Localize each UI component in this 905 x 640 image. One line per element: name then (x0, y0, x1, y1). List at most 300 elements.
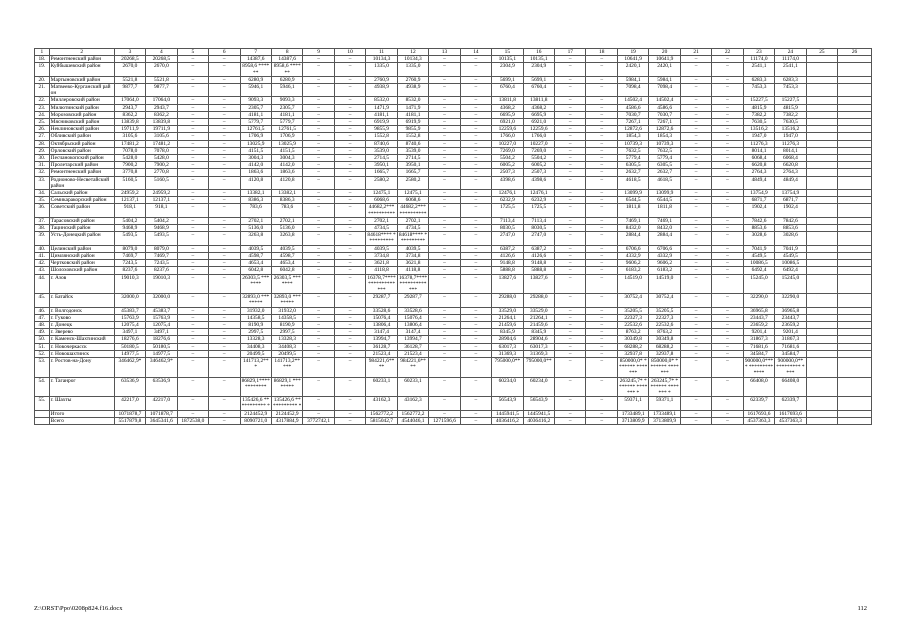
value-cell: 31369,3 (523, 350, 554, 357)
value-cell: 23659,2 (743, 321, 774, 328)
value-cell: – (429, 307, 460, 314)
header-cell: 4 (146, 49, 177, 56)
value-cell: 2541,1 (775, 63, 806, 76)
value-cell: – (303, 63, 334, 76)
value-cell (806, 343, 837, 350)
table-row (35, 217, 872, 224)
value-cell: – (680, 343, 711, 350)
value-cell: 12075,4 (146, 321, 177, 328)
value-cell: – (209, 357, 240, 377)
district-name: Шолоховский район (49, 267, 114, 274)
row-number: 28. (35, 140, 50, 147)
value-cell: – (555, 104, 586, 111)
value-cell: – (209, 350, 240, 357)
value-cell: 34584,7 (775, 350, 806, 357)
value-cell: 8386,3 (240, 197, 271, 204)
district-name: г. Новошахтинск (49, 350, 114, 357)
value-cell: 15076,4 (366, 314, 397, 321)
table-row (35, 329, 872, 336)
value-cell: – (177, 225, 208, 232)
value-cell: 5699,1 (492, 76, 523, 83)
value-cell: 4368,2 (492, 104, 523, 111)
value-cell: – (334, 397, 365, 410)
value-cell: – (680, 197, 711, 204)
value-cell: 5984,1 (649, 76, 680, 83)
value-cell: – (334, 190, 365, 197)
value-cell: – (555, 321, 586, 328)
district-name: Родионово-Несветайский район (49, 176, 114, 189)
row-number: 35. (35, 197, 50, 204)
value-cell: 4618,5 (649, 176, 680, 189)
value-cell: – (177, 155, 208, 162)
value-cell (806, 63, 837, 76)
value-cell: – (303, 169, 334, 176)
value-cell: – (303, 397, 334, 410)
value-cell: 19711,9 (114, 126, 145, 133)
value-cell: – (555, 56, 586, 63)
value-cell: 7469,7 (146, 252, 177, 259)
value-cell: 18276,6 (146, 336, 177, 343)
value-cell: 12259,6 (492, 126, 523, 133)
table-row (35, 133, 872, 140)
value-cell: 7842,6 (775, 217, 806, 224)
value-cell: 31932,0 (240, 307, 271, 314)
value-cell: 3950,1 (366, 162, 397, 169)
value-cell: 14519,0 (617, 274, 648, 294)
value-cell: – (586, 76, 617, 83)
value-cell: – (429, 377, 460, 397)
value-cell: 3263,8 (240, 232, 271, 245)
value-cell (806, 162, 837, 169)
value-cell: – (586, 329, 617, 336)
value-cell: 2997,5 (271, 329, 302, 336)
value-cell: 13516,2 (743, 126, 774, 133)
value-cell: 68288,2 (649, 343, 680, 350)
value-cell: – (177, 245, 208, 252)
value-cell: 8014,1 (775, 147, 806, 154)
header-cell: 25 (806, 49, 837, 56)
value-cell: – (712, 190, 743, 197)
value-cell: – (177, 314, 208, 321)
value-cell: – (334, 350, 365, 357)
table-row (35, 252, 872, 259)
table-row (35, 76, 872, 83)
value-cell (806, 274, 837, 294)
value-cell: 16378,7**** ********** *** (398, 274, 428, 293)
value-cell: – (429, 357, 460, 377)
value-cell: – (460, 147, 491, 154)
value-cell: – (586, 126, 617, 133)
value-cell: – (334, 63, 365, 76)
value-cell: 7382,2 (775, 111, 806, 118)
value-cell (806, 155, 837, 162)
value-cell: – (303, 267, 334, 274)
value-cell: 4181,1 (271, 111, 302, 118)
value-cell: 5517879,8 (114, 417, 145, 424)
value-cell: – (555, 260, 586, 267)
value-cell: 795000,0** (523, 357, 554, 377)
value-cell: – (712, 155, 743, 162)
value-cell: 29288,0 (492, 294, 523, 307)
value-cell: 26303,5 ******* (271, 274, 302, 294)
value-cell: – (334, 155, 365, 162)
value-cell: 50180,5 (146, 343, 177, 350)
value-cell: 9093,3 (240, 97, 271, 104)
value-cell: – (680, 56, 711, 63)
value-cell: 3028,6 (743, 232, 774, 245)
value-cell: 4120,8 (240, 176, 271, 189)
value-cell: 6695,9 (523, 111, 554, 118)
header-cell: 5 (177, 49, 208, 56)
value-cell: 8079,0 (146, 245, 177, 252)
value-cell (838, 225, 872, 232)
header-cell: 24 (775, 49, 806, 56)
table-row (35, 397, 872, 410)
value-cell: 4181,1 (240, 111, 271, 118)
value-cell: – (460, 63, 491, 76)
value-cell: 32290,0 (743, 294, 774, 307)
value-cell: 4332,9 (649, 252, 680, 259)
value-cell: 12872,6 (649, 126, 680, 133)
value-cell: 3713809,9 (617, 417, 648, 424)
value-cell: – (334, 162, 365, 169)
value-cell (838, 350, 872, 357)
value-cell: 24959,2 (146, 190, 177, 197)
value-cell: 68288,2 (617, 343, 648, 350)
value-cell: – (680, 294, 711, 307)
value-cell: 6005,2 (523, 162, 554, 169)
value-cell: 20499,5 (240, 350, 271, 357)
value-cell: – (429, 232, 460, 245)
value-cell (806, 357, 837, 377)
value-cell: 3147,4 (397, 329, 428, 336)
value-cell: 346462,9* (146, 357, 177, 377)
value-cell (806, 169, 837, 176)
value-cell: 10739,3 (617, 140, 648, 147)
value-cell (806, 260, 837, 267)
value-cell: 59371,1 (617, 397, 648, 410)
value-cell (806, 204, 837, 217)
value-cell: – (586, 336, 617, 343)
value-cell: – (555, 197, 586, 204)
value-cell: 33529,0 (492, 307, 523, 314)
value-cell: 34584,7 (743, 350, 774, 357)
value-cell: – (460, 56, 491, 63)
value-cell: – (177, 274, 208, 294)
value-cell: 6068,6 (366, 197, 397, 204)
value-cell: – (680, 133, 711, 140)
value-cell: – (334, 147, 365, 154)
value-cell (806, 56, 837, 63)
district-name: Сальский район (49, 190, 114, 197)
value-cell: 17064,0 (146, 97, 177, 104)
value-cell: – (680, 147, 711, 154)
value-cell: – (334, 377, 365, 397)
value-cell: 2702,1 (397, 217, 428, 224)
value-cell (806, 350, 837, 357)
value-cell: – (303, 232, 334, 245)
value-cell: – (209, 417, 240, 424)
value-cell: 21459,6 (523, 321, 554, 328)
value-cell: – (429, 169, 460, 176)
value-cell: – (586, 314, 617, 321)
value-cell: 3147,4 (366, 329, 397, 336)
value-cell: 3497,1 (146, 329, 177, 336)
value-cell: – (712, 410, 743, 417)
value-cell (838, 357, 872, 377)
value-cell: – (555, 314, 586, 321)
value-cell: 9468,9 (146, 225, 177, 232)
value-cell: 4151,5 (240, 147, 271, 154)
value-cell: 30752,4 (617, 294, 648, 307)
value-cell: 5521,8 (114, 76, 145, 83)
value-cell: 20268,5 (146, 56, 177, 63)
value-cell: – (555, 190, 586, 197)
value-cell: – (712, 294, 743, 307)
value-cell: 14358,5 (240, 314, 271, 321)
value-cell (806, 76, 837, 83)
value-cell: – (460, 76, 491, 83)
value-cell: 4815,9 (743, 104, 774, 111)
value-cell: 12761,5 (271, 126, 302, 133)
value-cell: – (555, 357, 586, 377)
value-cell: 2702,1 (271, 217, 302, 224)
value-cell: 6695,9 (492, 111, 523, 118)
value-cell: – (712, 104, 743, 111)
value-cell: 1766,0 (523, 133, 554, 140)
value-cell: – (209, 84, 240, 97)
value-cell: – (303, 225, 334, 232)
value-cell: 1617693,6 (743, 410, 774, 417)
value-cell: – (303, 294, 334, 307)
value-cell: 6620,8 (775, 162, 806, 169)
value-cell: – (680, 126, 711, 133)
row-number: 38. (35, 225, 50, 232)
value-cell: – (209, 147, 240, 154)
row-number: 54. (35, 377, 50, 397)
value-cell: – (303, 190, 334, 197)
value-cell: 15245,0 (775, 274, 806, 294)
value-cell: 6871,7 (743, 197, 774, 204)
value-cell: – (586, 97, 617, 104)
value-cell (806, 397, 837, 410)
value-cell: 141713,2** *** (271, 357, 302, 377)
value-cell: 1725,5 (492, 204, 523, 217)
value-cell (806, 232, 837, 245)
value-cell (806, 104, 837, 111)
value-cell: 3621,8 (366, 260, 397, 267)
value-cell: 1665,7 (397, 169, 428, 176)
value-cell: 6042,8 (240, 267, 271, 274)
value-cell (838, 76, 872, 83)
value-cell: 3621,8 (397, 260, 428, 267)
district-name: Итого (49, 410, 114, 417)
value-cell: 4317884,9 (271, 417, 302, 424)
value-cell: – (429, 197, 460, 204)
value-cell: 8190,9 (271, 321, 302, 328)
value-cell: – (555, 343, 586, 350)
value-cell: 6042,8 (271, 267, 302, 274)
value-cell: 3713809,9 (649, 417, 680, 424)
value-cell: – (303, 111, 334, 118)
district-name: Чертковский район (49, 260, 114, 267)
value-cell: – (429, 329, 460, 336)
value-cell: 3105,6 (114, 133, 145, 140)
value-cell: – (460, 162, 491, 169)
value-cell: – (429, 155, 460, 162)
value-cell: 2714,5 (366, 155, 397, 162)
value-cell: – (586, 232, 617, 245)
value-cell: 2305,7 (271, 104, 302, 111)
value-cell: – (555, 147, 586, 154)
value-cell: 34408,3 (240, 343, 271, 350)
table-row (35, 307, 872, 314)
value-cell: 1725,5 (523, 204, 554, 217)
district-name: Матвеево-Курганский район (49, 84, 114, 97)
value-cell: – (303, 119, 334, 126)
value-cell: – (586, 274, 617, 294)
value-cell: – (555, 119, 586, 126)
value-cell: 3539,0 (366, 147, 397, 154)
value-cell: – (586, 190, 617, 197)
value-cell: 13516,2 (775, 126, 806, 133)
value-cell: – (177, 84, 208, 97)
value-cell: 36965,8 (743, 307, 774, 314)
value-cell: 14977,5 (146, 350, 177, 357)
value-cell (806, 314, 837, 321)
value-cell: 33528,6 (397, 307, 428, 314)
value-cell: – (177, 350, 208, 357)
value-cell: 36128,7 (397, 343, 428, 350)
value-cell: – (209, 329, 240, 336)
value-cell: 4544046,1 (397, 417, 428, 424)
value-cell: – (555, 204, 586, 217)
value-cell: 4036416,2 (492, 417, 523, 424)
value-cell: – (586, 204, 617, 217)
value-cell (806, 329, 837, 336)
value-cell: 13839,8 (114, 119, 145, 126)
value-cell: 56543,9 (523, 397, 554, 410)
value-cell: – (586, 197, 617, 204)
row-number: 37. (35, 217, 50, 224)
value-cell: – (429, 397, 460, 410)
value-cell: – (460, 176, 491, 189)
value-cell: – (460, 155, 491, 162)
value-cell: 43162,3 (397, 397, 428, 410)
value-cell: – (209, 162, 240, 169)
value-cell (806, 307, 837, 314)
value-cell: 6232,9 (523, 197, 554, 204)
value-cell (806, 217, 837, 224)
value-cell: – (555, 274, 586, 294)
header-cell: 3 (114, 49, 145, 56)
value-cell: 13811,8 (523, 97, 554, 104)
row-number: 26. (35, 126, 50, 133)
value-cell (838, 397, 872, 410)
value-cell: – (586, 294, 617, 307)
value-cell: 6068,4 (775, 155, 806, 162)
value-cell: – (586, 357, 617, 377)
district-name: Всего (49, 417, 114, 424)
value-cell: 13754,9 (743, 190, 774, 197)
value-cell: 45383,7 (114, 307, 145, 314)
row-number: 33. (35, 176, 50, 189)
value-cell: – (209, 155, 240, 162)
value-cell: – (712, 133, 743, 140)
district-name: Миллеровский район (49, 97, 114, 104)
value-cell: 6760,4 (492, 84, 523, 97)
table-row (35, 97, 872, 104)
value-cell: 4549,5 (775, 252, 806, 259)
value-cell: 7842,6 (743, 217, 774, 224)
value-cell (806, 267, 837, 274)
file-path: Z:\ORST\Ppo\0208p824.f16.docx (34, 605, 123, 612)
value-cell: – (712, 126, 743, 133)
value-cell: – (177, 410, 208, 417)
value-cell: 28904,6 (492, 336, 523, 343)
value-cell: 2997,5 (240, 329, 271, 336)
value-cell: 7267,1 (617, 119, 648, 126)
value-cell (838, 140, 872, 147)
value-cell: 7469,7 (114, 252, 145, 259)
value-cell: 14519,0 (649, 274, 680, 294)
value-cell: 12872,6 (617, 126, 648, 133)
value-cell: 10641,9 (617, 56, 648, 63)
value-cell: – (303, 329, 334, 336)
row-number: 39. (35, 232, 50, 245)
value-cell: 62339,7 (743, 397, 774, 410)
value-cell (806, 190, 837, 197)
value-cell: 6706,6 (649, 245, 680, 252)
value-cell: 4586,6 (617, 104, 648, 111)
value-cell: – (177, 140, 208, 147)
district-name: Советский район (49, 204, 114, 217)
value-cell: – (680, 245, 711, 252)
value-cell: – (586, 245, 617, 252)
value-cell (838, 217, 872, 224)
value-cell: – (209, 252, 240, 259)
value-cell: – (334, 197, 365, 204)
value-cell: – (209, 410, 240, 417)
value-cell: – (712, 204, 743, 217)
value-cell: – (303, 104, 334, 111)
value-cell: – (460, 377, 491, 397)
value-cell: 4815,9 (775, 104, 806, 111)
value-cell: 2304,9 (523, 63, 554, 76)
value-cell: – (680, 225, 711, 232)
value-cell: – (209, 314, 240, 321)
value-cell: 2943,7 (114, 104, 145, 111)
value-cell: – (209, 126, 240, 133)
value-cell: – (334, 294, 365, 307)
value-cell: – (586, 343, 617, 350)
value-cell: 60233,1 (366, 377, 397, 397)
header-cell: 1 (35, 49, 50, 56)
value-cell: 1902,4 (775, 204, 806, 217)
value-cell: 17064,0 (114, 97, 145, 104)
value-cell (838, 410, 872, 417)
row-number: 52. (35, 350, 50, 357)
value-cell: 2420,1 (617, 63, 648, 76)
value-cell: – (712, 343, 743, 350)
value-cell: – (177, 126, 208, 133)
value-cell: – (303, 76, 334, 83)
value-cell: 13994,7 (397, 336, 428, 343)
value-cell: 32893,0 ******** (271, 294, 302, 307)
value-cell: 2541,1 (743, 63, 774, 76)
value-cell: – (586, 119, 617, 126)
value-cell: 13994,7 (366, 336, 397, 343)
